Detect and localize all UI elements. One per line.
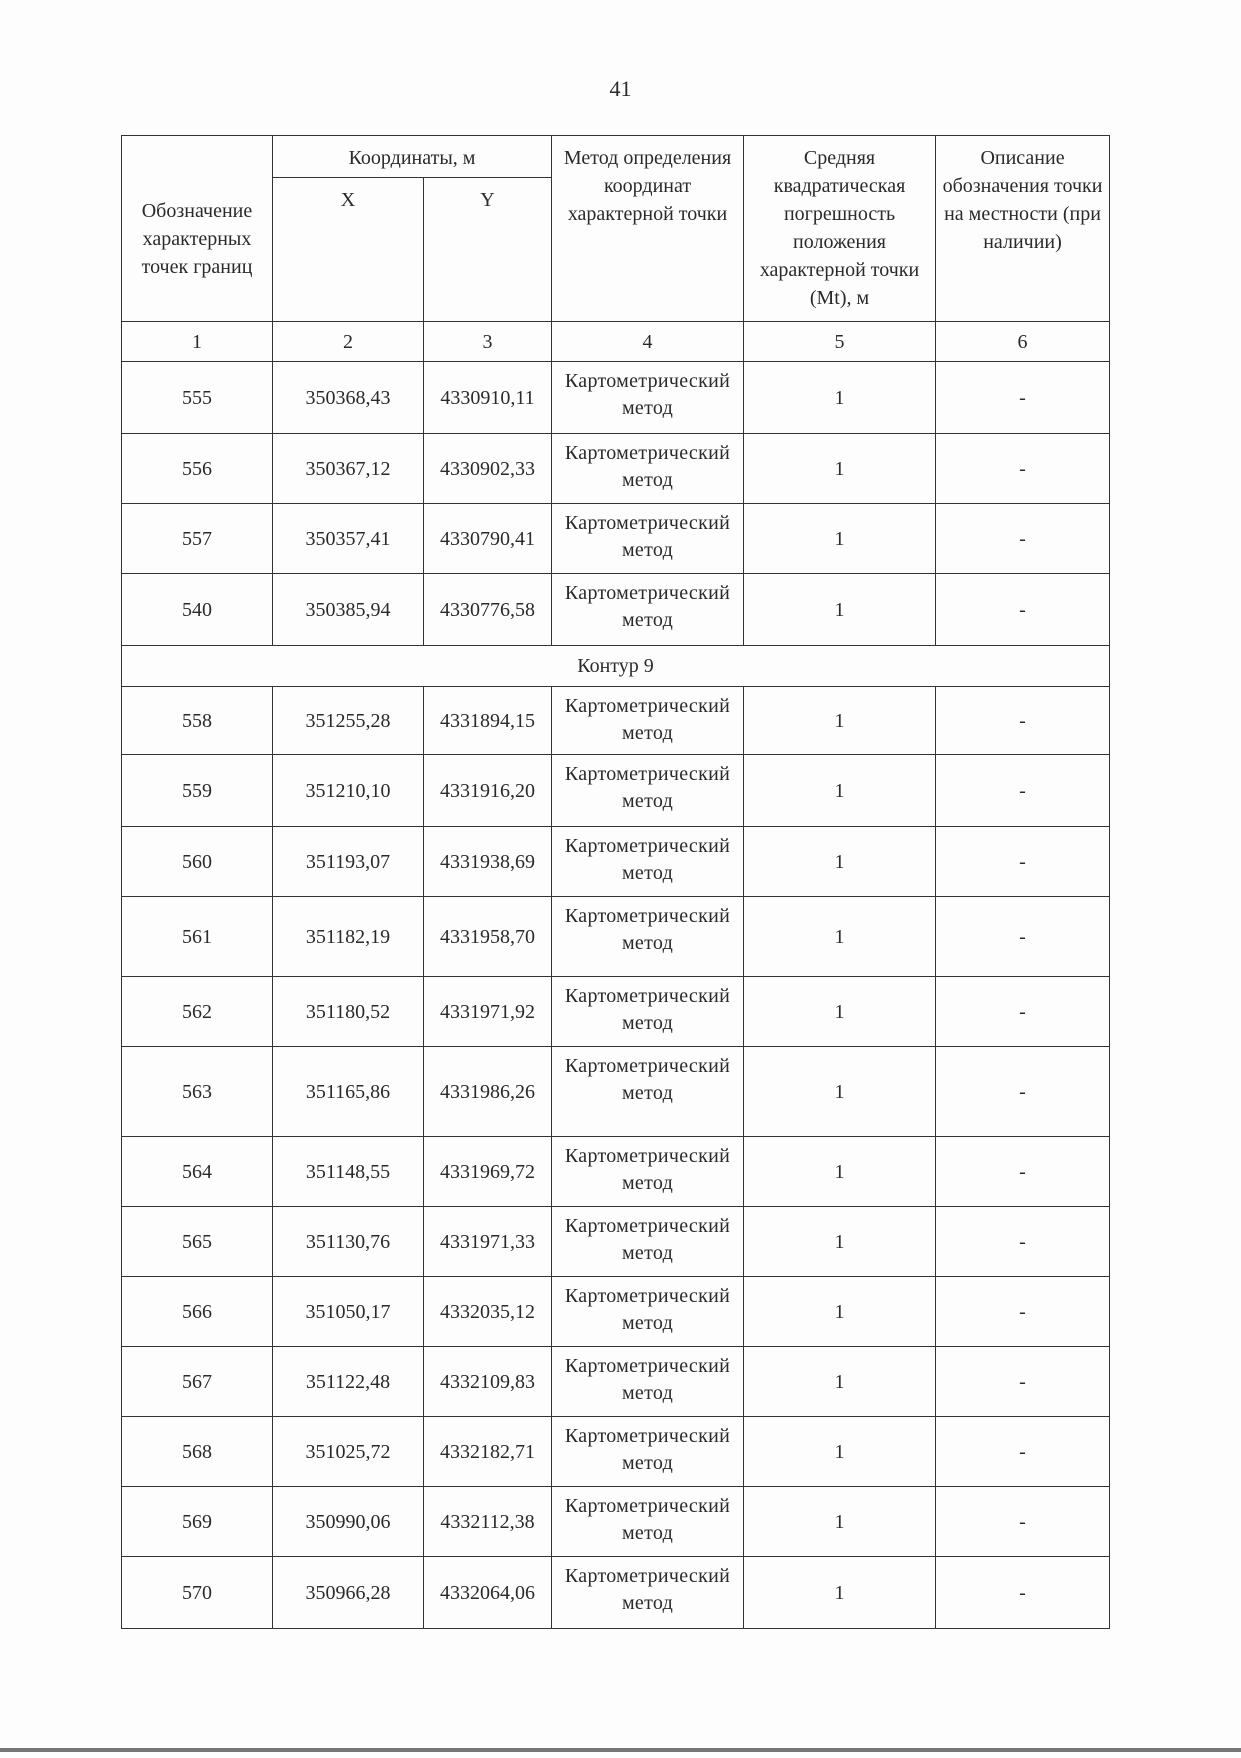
y-cell: 4331971,33: [424, 1207, 552, 1277]
col-number: 2: [273, 322, 424, 362]
y-cell: 4331986,26: [424, 1047, 552, 1137]
description-cell: -: [936, 1137, 1110, 1207]
method-cell: Картометрический метод: [552, 1347, 744, 1417]
table-row: [122, 1047, 1110, 1137]
x-cell: 351182,19: [273, 897, 424, 977]
x-cell: 351050,17: [273, 1277, 424, 1347]
table-row: [122, 434, 1110, 504]
contour-label: Контур 9: [122, 646, 1110, 687]
point-cell: 555: [122, 362, 273, 434]
table-row: [122, 1137, 1110, 1207]
description-cell: -: [936, 977, 1110, 1047]
table-row: [122, 1487, 1110, 1557]
page-number: 41: [609, 76, 632, 101]
mt-cell: 1: [744, 687, 936, 755]
mt-cell: 1: [744, 1047, 936, 1137]
x-cell: 351025,72: [273, 1417, 424, 1487]
point-cell: 568: [122, 1417, 273, 1487]
table-row: [122, 687, 1110, 755]
point-cell: 561: [122, 897, 273, 977]
table-row: [122, 827, 1110, 897]
y-cell: 4332035,12: [424, 1277, 552, 1347]
col-number: 3: [424, 322, 552, 362]
mt-cell: 1: [744, 1277, 936, 1347]
x-cell: 351122,48: [273, 1347, 424, 1417]
table-row: [122, 977, 1110, 1047]
y-cell: 4331894,15: [424, 687, 552, 755]
x-cell: 350385,94: [273, 574, 424, 646]
header-x: X: [273, 178, 424, 322]
mt-cell: 1: [744, 897, 936, 977]
mt-cell: 1: [744, 827, 936, 897]
method-cell: Картометрический метод: [552, 434, 744, 504]
x-cell: 350966,28: [273, 1557, 424, 1629]
point-cell: 557: [122, 504, 273, 574]
method-cell: Картометрический метод: [552, 1557, 744, 1629]
description-cell: -: [936, 434, 1110, 504]
table-row: [122, 897, 1110, 977]
method-cell: Картометрический метод: [552, 897, 744, 977]
description-cell: -: [936, 1207, 1110, 1277]
mt-cell: 1: [744, 504, 936, 574]
description-cell: -: [936, 1277, 1110, 1347]
table-row: [122, 1557, 1110, 1629]
method-cell: Картометрический метод: [552, 1207, 744, 1277]
header-y: Y: [424, 178, 552, 322]
point-cell: 556: [122, 434, 273, 504]
y-cell: 4330776,58: [424, 574, 552, 646]
description-cell: -: [936, 1417, 1110, 1487]
description-cell: -: [936, 755, 1110, 827]
mt-cell: 1: [744, 1137, 936, 1207]
header-row: [122, 136, 1110, 178]
y-cell: 4331971,92: [424, 977, 552, 1047]
col-number: 6: [936, 322, 1110, 362]
method-cell: Картометрический метод: [552, 977, 744, 1047]
x-cell: 351210,10: [273, 755, 424, 827]
point-cell: 567: [122, 1347, 273, 1417]
point-cell: 564: [122, 1137, 273, 1207]
description-cell: -: [936, 897, 1110, 977]
table-row: [122, 1207, 1110, 1277]
description-cell: -: [936, 362, 1110, 434]
y-cell: 4330902,33: [424, 434, 552, 504]
description-cell: -: [936, 687, 1110, 755]
description-cell: -: [936, 1347, 1110, 1417]
point-cell: 559: [122, 755, 273, 827]
point-cell: 540: [122, 574, 273, 646]
method-cell: Картометрический метод: [552, 1417, 744, 1487]
method-cell: Картометрический метод: [552, 755, 744, 827]
point-cell: 570: [122, 1557, 273, 1629]
description-cell: -: [936, 504, 1110, 574]
column-numbers-row: [122, 322, 1110, 362]
coordinates-table: [121, 135, 1110, 1629]
table-row: [122, 362, 1110, 434]
y-cell: 4332112,38: [424, 1487, 552, 1557]
method-cell: Картометрический метод: [552, 1277, 744, 1347]
y-cell: 4332064,06: [424, 1557, 552, 1629]
method-cell: Картометрический метод: [552, 827, 744, 897]
mt-cell: 1: [744, 1417, 936, 1487]
point-cell: 558: [122, 687, 273, 755]
table-row: [122, 574, 1110, 646]
method-cell: Картометрический метод: [552, 1047, 744, 1137]
point-cell: 566: [122, 1277, 273, 1347]
x-cell: 351165,86: [273, 1047, 424, 1137]
x-cell: 351255,28: [273, 687, 424, 755]
y-cell: 4331938,69: [424, 827, 552, 897]
table-row: [122, 1277, 1110, 1347]
y-cell: 4330910,11: [424, 362, 552, 434]
y-cell: 4332109,83: [424, 1347, 552, 1417]
header-method: Метод определения координат характерной точки: [552, 136, 744, 322]
x-cell: 351193,07: [273, 827, 424, 897]
y-cell: 4330790,41: [424, 504, 552, 574]
col-number: 1: [122, 322, 273, 362]
method-cell: Картометрический метод: [552, 687, 744, 755]
y-cell: 4332182,71: [424, 1417, 552, 1487]
mt-cell: 1: [744, 1487, 936, 1557]
point-cell: 562: [122, 977, 273, 1047]
table-row: [122, 755, 1110, 827]
header-description: Описание обозначения точки на местности (при наличии): [936, 136, 1110, 322]
scan-edge-line: [0, 1748, 1241, 1752]
method-cell: Картометрический метод: [552, 1137, 744, 1207]
col-number: 4: [552, 322, 744, 362]
point-cell: 569: [122, 1487, 273, 1557]
x-cell: 351180,52: [273, 977, 424, 1047]
description-cell: -: [936, 574, 1110, 646]
description-cell: -: [936, 1487, 1110, 1557]
y-cell: 4331916,20: [424, 755, 552, 827]
description-cell: -: [936, 1557, 1110, 1629]
y-cell: 4331958,70: [424, 897, 552, 977]
mt-cell: 1: [744, 1347, 936, 1417]
contour-row: [122, 646, 1110, 687]
header-coordinates: Координаты, м: [273, 136, 552, 178]
description-cell: -: [936, 827, 1110, 897]
y-cell: 4331969,72: [424, 1137, 552, 1207]
x-cell: 351130,76: [273, 1207, 424, 1277]
col-number: 5: [744, 322, 936, 362]
point-cell: 560: [122, 827, 273, 897]
point-cell: 565: [122, 1207, 273, 1277]
description-cell: -: [936, 1047, 1110, 1137]
header-error: Средняя квадратическая погрешность положения характерной точки (Mt), м: [744, 136, 936, 322]
mt-cell: 1: [744, 434, 936, 504]
x-cell: 350357,41: [273, 504, 424, 574]
point-cell: 563: [122, 1047, 273, 1137]
method-cell: Картометрический метод: [552, 1487, 744, 1557]
mt-cell: 1: [744, 755, 936, 827]
table-row: [122, 1347, 1110, 1417]
x-cell: 350990,06: [273, 1487, 424, 1557]
mt-cell: 1: [744, 574, 936, 646]
x-cell: 350367,12: [273, 434, 424, 504]
x-cell: 351148,55: [273, 1137, 424, 1207]
mt-cell: 1: [744, 977, 936, 1047]
mt-cell: 1: [744, 1557, 936, 1629]
mt-cell: 1: [744, 1207, 936, 1277]
method-cell: Картометрический метод: [552, 504, 744, 574]
header-point: Обозначение характерных точек границ: [122, 136, 273, 322]
method-cell: Картометрический метод: [552, 574, 744, 646]
method-cell: Картометрический метод: [552, 362, 744, 434]
table-row: [122, 1417, 1110, 1487]
x-cell: 350368,43: [273, 362, 424, 434]
table-row: [122, 504, 1110, 574]
mt-cell: 1: [744, 362, 936, 434]
